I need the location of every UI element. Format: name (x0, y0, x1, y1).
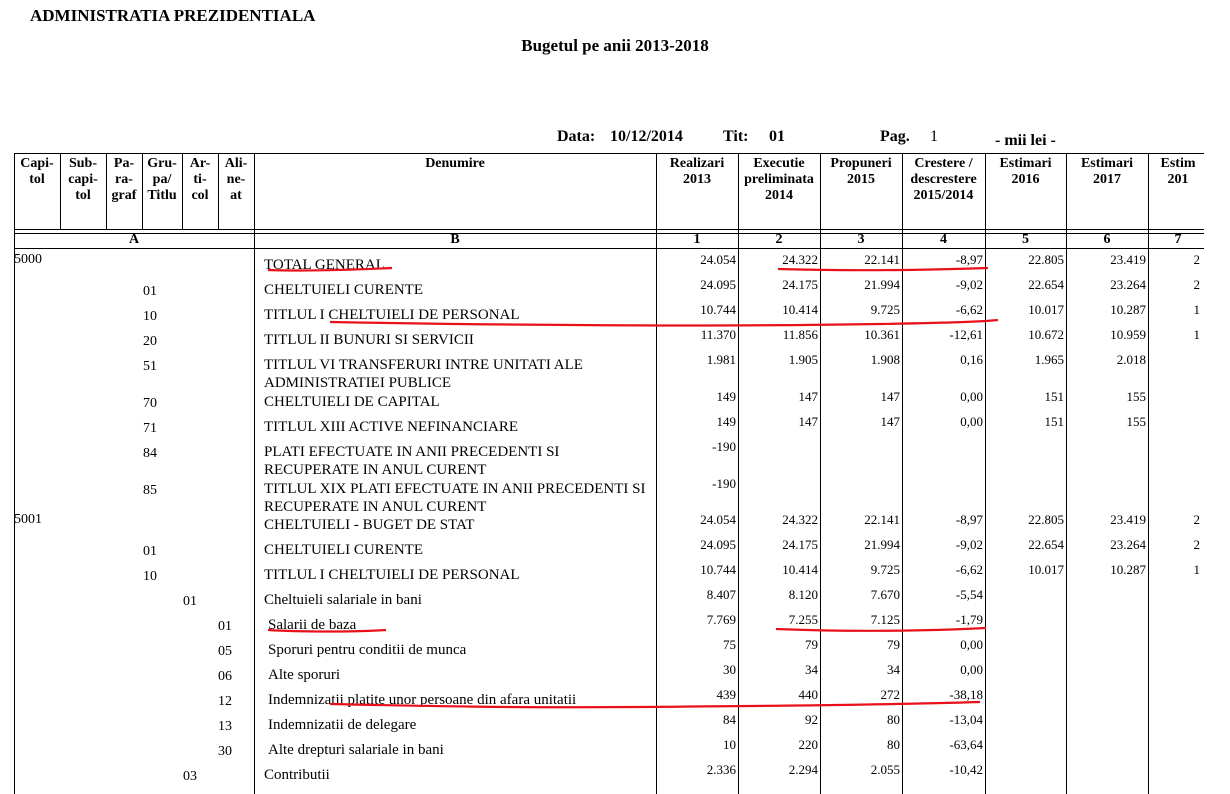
row-value-3: 9.725 (870, 302, 900, 317)
row-value-2: 2.294 (788, 762, 818, 777)
row-value-7: 2 (1193, 537, 1200, 552)
row-value-3: 147 (880, 389, 900, 404)
row-code3: 06 (218, 669, 232, 684)
header-crestere: Crestere / descrestere 2015/2014 (910, 156, 977, 203)
row-value-2: 10.414 (782, 562, 818, 577)
row-denumire: TITLUL II BUNURI SI SERVICII (264, 332, 474, 348)
row-denumire: PLATI EFECTUATE IN ANII PRECEDENTI SI RECUPERATE IN ANUL CURENT (264, 444, 560, 478)
row-value-6: 10.959 (1110, 327, 1146, 342)
row-value-1: 75 (723, 637, 736, 652)
header-articol: Ar- ti- col (189, 156, 211, 203)
row-code: 20 (143, 334, 157, 349)
row-value-2: 147 (798, 389, 818, 404)
row-denumire: Alte drepturi salariale in bani (268, 742, 444, 758)
row-value-3: 21.994 (864, 537, 900, 552)
row-value-4: 0,00 (960, 389, 983, 404)
row-value-3: 1.908 (870, 352, 900, 367)
tit-value: 01 (769, 128, 785, 145)
row-value-4: 0,00 (960, 637, 983, 652)
row-denumire: Salarii de baza (268, 617, 357, 633)
row-code: 10 (143, 569, 157, 584)
row-value-6: 2.018 (1116, 352, 1146, 367)
row-value-6: 23.419 (1110, 512, 1146, 527)
row-value-2: 1.905 (788, 352, 818, 367)
row-value-4: -6,62 (955, 302, 983, 317)
row-value-4: -12,61 (949, 327, 983, 342)
row-value-6: 10.287 (1110, 302, 1146, 317)
colnum-b: B (450, 232, 460, 247)
row-value-4: 0,00 (960, 662, 983, 677)
row-denumire: CHELTUIELI CURENTE (264, 282, 424, 298)
header-subcapitol: Sub- capi- tol (68, 156, 98, 203)
row-value-1: 10 (723, 737, 736, 752)
row-code3: 13 (218, 719, 232, 734)
row-value-4: -10,42 (949, 762, 983, 777)
row-code2: 03 (183, 769, 197, 784)
row-value-3: 2.055 (870, 762, 900, 777)
row-denumire: TITLUL I CHELTUIELI DE PERSONAL (264, 307, 520, 323)
underline-total-values (778, 268, 988, 270)
row-denumire: CHELTUIELI - BUGET DE STAT (264, 517, 475, 533)
row-value-4: -1,79 (955, 612, 983, 627)
date-value: 10/12/2014 (610, 128, 683, 145)
colnum-3: 3 (857, 232, 865, 247)
row-denumire: Cheltuieli salariale in bani (264, 592, 422, 608)
row-value-1: 8.407 (706, 587, 736, 602)
row-value-3: 272 (880, 687, 900, 702)
header-propuneri-2015: Propuneri 2015 (830, 156, 892, 187)
row-code: 70 (143, 396, 157, 411)
row-value-3: 10.361 (864, 327, 900, 342)
colnum-4: 4 (940, 232, 947, 247)
row-code3: 30 (218, 744, 232, 759)
header-denumire: Denumire (425, 156, 485, 171)
header-estimari-2017: Estimari 2017 (1080, 156, 1134, 187)
header-estimari-2016: Estimari 2016 (999, 156, 1052, 187)
row-value-2: 24.322 (782, 512, 818, 527)
row-value-4: -8,97 (955, 252, 983, 267)
row-value-2: 24.175 (782, 537, 818, 552)
row-value-6: 155 (1126, 414, 1146, 429)
colnum-1: 1 (693, 232, 701, 247)
row-value-1: 84 (723, 712, 736, 727)
row-value-7: 2 (1193, 252, 1200, 267)
row-value-4: -9,02 (955, 537, 983, 552)
row-value-5: 151 (1044, 389, 1064, 404)
row-value-4: 0,00 (960, 414, 983, 429)
row-value-4: -38,18 (949, 687, 983, 702)
row-value-2: 10.414 (782, 302, 818, 317)
row-value-5: 10.672 (1028, 327, 1064, 342)
row-value-1: -190 (712, 476, 736, 491)
colnum-5: 5 (1022, 232, 1029, 247)
unit-label: - mii lei - (995, 132, 1056, 149)
header-realizari-2013: Realizari 2013 (669, 156, 725, 187)
row-value-3: 147 (880, 414, 900, 429)
row-value-3: 80 (887, 712, 900, 727)
row-value-4: -5,54 (955, 587, 983, 602)
row-value-2: 11.856 (782, 327, 818, 342)
row-value-7: 2 (1193, 512, 1200, 527)
row-value-5: 10.017 (1028, 302, 1064, 317)
row-capitol: 5000 (14, 252, 42, 267)
row-value-4: -9,02 (955, 277, 983, 292)
row-denumire: Indemnizatii de delegare (268, 717, 417, 733)
row-code3: 01 (218, 619, 232, 634)
row-denumire: TITLUL I CHELTUIELI DE PERSONAL (264, 567, 520, 583)
header-estimari-2018: Estim 201 (1160, 156, 1196, 187)
row-denumire: TOTAL GENERAL (264, 257, 385, 273)
document-title: Bugetul pe anii 2013-2018 (521, 36, 709, 55)
row-value-3: 22.141 (864, 252, 900, 267)
row-value-7: 1 (1193, 302, 1200, 317)
row-value-5: 151 (1044, 414, 1064, 429)
row-value-2: 34 (805, 662, 818, 677)
row-denumire: CHELTUIELI DE CAPITAL (264, 394, 440, 410)
row-value-2: 440 (798, 687, 818, 702)
row-code3: 12 (218, 694, 232, 709)
header-grupa: Gru- pa/ Titlu (147, 156, 177, 203)
row-value-1: 10.744 (700, 302, 736, 317)
row-value-2: 7.255 (788, 612, 818, 627)
row-value-5: 10.017 (1028, 562, 1064, 577)
row-value-2: 8.120 (788, 587, 818, 602)
tit-label: Tit: (723, 128, 749, 145)
organization-name: ADMINISTRATIA PREZIDENTIALA (30, 6, 316, 25)
row-denumire: Indemnizatii platite unor persoane din afara unitatii (268, 692, 577, 708)
underline-salarii-values (776, 628, 986, 631)
row-value-6: 10.287 (1110, 562, 1146, 577)
row-value-2: 147 (798, 414, 818, 429)
header-capitol: Capi- tol (20, 156, 54, 187)
row-value-3: 79 (887, 637, 900, 652)
header-alineat: Ali- ne- at (224, 156, 248, 203)
row-code: 51 (143, 359, 157, 374)
row-value-2: 24.322 (782, 252, 818, 267)
row-denumire: Alte sporuri (268, 667, 341, 683)
row-value-1: 2.336 (706, 762, 736, 777)
row-value-1: 7.769 (706, 612, 736, 627)
row-code: 84 (143, 446, 157, 461)
row-value-2: 220 (798, 737, 818, 752)
row-value-7: 1 (1193, 562, 1200, 577)
row-value-1: 149 (716, 414, 736, 429)
row-denumire: Contributii (264, 767, 330, 783)
row-value-1: 1.981 (706, 352, 736, 367)
row-denumire: TITLUL XIII ACTIVE NEFINANCIARE (264, 419, 518, 435)
row-value-1: 24.054 (700, 252, 736, 267)
row-capitol: 5001 (14, 512, 42, 527)
row-value-4: -13,04 (949, 712, 983, 727)
row-value-2: 79 (805, 637, 818, 652)
row-value-6: 23.264 (1110, 537, 1146, 552)
row-value-1: 30 (723, 662, 736, 677)
row-code: 01 (143, 284, 157, 299)
row-value-4: 0,16 (960, 352, 983, 367)
row-value-3: 9.725 (870, 562, 900, 577)
row-value-4: -63,64 (949, 737, 983, 752)
colnum-2: 2 (775, 232, 783, 247)
row-value-1: 11.370 (700, 327, 736, 342)
row-value-5: 1.965 (1034, 352, 1064, 367)
page-number: 1 (930, 128, 938, 145)
row-value-3: 22.141 (864, 512, 900, 527)
row-value-5: 22.805 (1028, 252, 1064, 267)
row-value-1: 149 (716, 389, 736, 404)
row-code: 01 (143, 544, 157, 559)
row-value-6: 23.264 (1110, 277, 1146, 292)
row-code3: 05 (218, 644, 232, 659)
row-value-7: 2 (1193, 277, 1200, 292)
colnum-7: 7 (1174, 232, 1182, 247)
row-value-3: 7.125 (870, 612, 900, 627)
row-value-7: 1 (1193, 327, 1200, 342)
row-value-2: 24.175 (782, 277, 818, 292)
row-denumire: TITLUL XIX PLATI EFECTUATE IN ANII PRECEDENTI SI RECUPERATE IN ANUL CURENT (264, 481, 646, 515)
row-value-4: -8,97 (955, 512, 983, 527)
date-label: Data: (557, 128, 596, 145)
row-value-1: 439 (716, 687, 736, 702)
row-value-1: 24.095 (700, 277, 736, 292)
row-code: 10 (143, 309, 157, 324)
row-value-5: 22.805 (1028, 512, 1064, 527)
row-value-2: 92 (805, 712, 818, 727)
row-code: 85 (143, 483, 157, 498)
colnum-a: A (128, 232, 140, 247)
row-denumire: CHELTUIELI CURENTE (264, 542, 424, 558)
row-value-1: 10.744 (700, 562, 736, 577)
row-value-1: 24.095 (700, 537, 736, 552)
row-value-1: -190 (712, 439, 736, 454)
row-value-6: 155 (1126, 389, 1146, 404)
row-value-4: -6,62 (955, 562, 983, 577)
row-value-5: 22.654 (1028, 537, 1064, 552)
row-value-5: 22.654 (1028, 277, 1064, 292)
header-executie-2014: Executie preliminata 2014 (744, 156, 814, 203)
page-label: Pag. (880, 128, 910, 145)
row-code2: 01 (183, 594, 197, 609)
row-denumire: TITLUL VI TRANSFERURI INTRE UNITATI ALE ADMINISTRATIEI PUBLICE (264, 357, 583, 391)
row-code: 71 (143, 421, 157, 436)
row-value-3: 7.670 (870, 587, 900, 602)
row-value-3: 34 (887, 662, 900, 677)
row-denumire: Sporuri pentru conditii de munca (268, 642, 467, 658)
row-value-3: 80 (887, 737, 900, 752)
row-value-6: 23.419 (1110, 252, 1146, 267)
row-value-3: 21.994 (864, 277, 900, 292)
header-paragraf: Pa- ra- graf (111, 156, 137, 203)
colnum-6: 6 (1103, 232, 1111, 247)
row-value-1: 24.054 (700, 512, 736, 527)
